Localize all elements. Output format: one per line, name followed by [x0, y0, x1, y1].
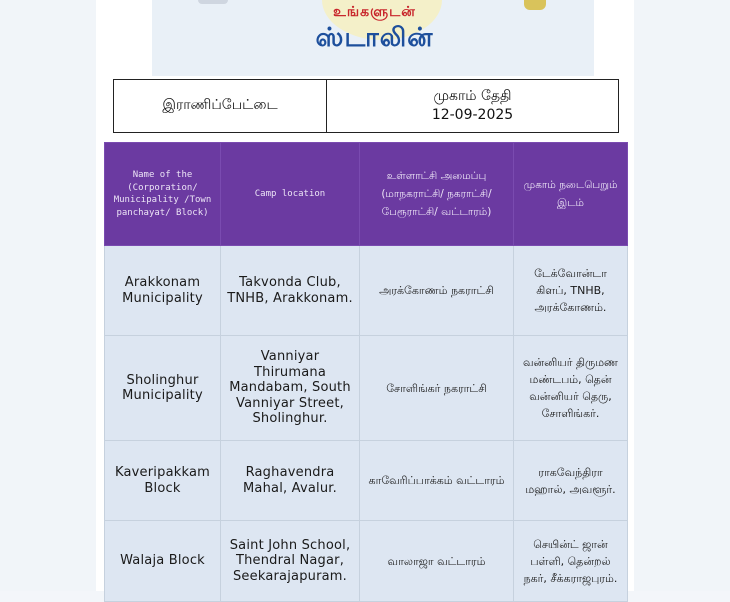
cell-location-tamil: டேக்வோன்டா கிளப், TNHB, அரக்கோணம். — [514, 246, 628, 336]
cell-body-tamil: சோளிங்கர் நகராட்சி — [360, 336, 514, 441]
column-header-body-tamil: உள்ளாட்சி அமைப்பு (மாநகராட்சி/ நகராட்சி/ பேரூராட்சி/ வட்டாரம்) — [360, 143, 514, 246]
cell-body-tamil: அரக்கோணம் நகராட்சி — [360, 246, 514, 336]
cell-body: Kaveripakkam Block — [105, 441, 221, 521]
cell-location: Vanniyar Thirumana Mandabam, South Vanniyar Street, Sholinghur. — [221, 336, 360, 441]
left-margin — [0, 0, 96, 591]
table-row — [105, 336, 628, 441]
cell-location: Saint John School, Thendral Nagar, Seekarajapuram. — [221, 521, 360, 602]
district-date-box — [113, 79, 619, 133]
column-header-body: Name of the (Corporation/ Municipality /Town panchayat/ Block) — [105, 143, 221, 246]
campaign-logo — [297, 4, 452, 55]
banner-decoration-right — [524, 0, 546, 10]
logo-line-1: உங்களுடன் — [333, 4, 416, 20]
cell-body-tamil: காவேரிப்பாக்கம் வட்டாரம் — [360, 441, 514, 521]
cell-body: Walaja Block — [105, 521, 221, 602]
table-header-row — [105, 143, 628, 246]
logo-line-2: ஸ்டாலின் — [315, 23, 434, 53]
camp-date-label: முகாம் தேதி — [433, 88, 512, 104]
table-row — [105, 441, 628, 521]
right-margin — [634, 0, 730, 591]
cell-body-tamil: வாலாஜா வட்டாரம் — [360, 521, 514, 602]
cell-location-tamil: ராகவேந்திரா மஹால், அவளூர். — [514, 441, 628, 521]
banner-decoration-left — [198, 0, 228, 4]
district-name: இராணிப்பேட்டை — [114, 80, 327, 132]
camp-date-value: 12-09-2025 — [431, 107, 514, 123]
camp-date — [327, 80, 618, 132]
cell-body: Sholinghur Municipality — [105, 336, 221, 441]
campaign-banner — [152, 0, 594, 76]
column-header-location-tamil: முகாம் நடைபெறும் இடம் — [514, 143, 628, 246]
table-row — [105, 246, 628, 336]
cell-location: Raghavendra Mahal, Avalur. — [221, 441, 360, 521]
cell-location-tamil: செயின்ட் ஜான் பள்ளி, தென்றல் நகர், சீக்கராஜபுரம். — [514, 521, 628, 602]
cell-location: Takvonda Club, TNHB, Arakkonam. — [221, 246, 360, 336]
cell-body: Arakkonam Municipality — [105, 246, 221, 336]
cell-location-tamil: வன்னியர் திருமண மண்டபம், தென் வன்னியர் தெரு, சோளிங்கர். — [514, 336, 628, 441]
table-row — [105, 521, 628, 602]
camp-schedule-table — [104, 142, 628, 602]
column-header-location: Camp location — [221, 143, 360, 246]
